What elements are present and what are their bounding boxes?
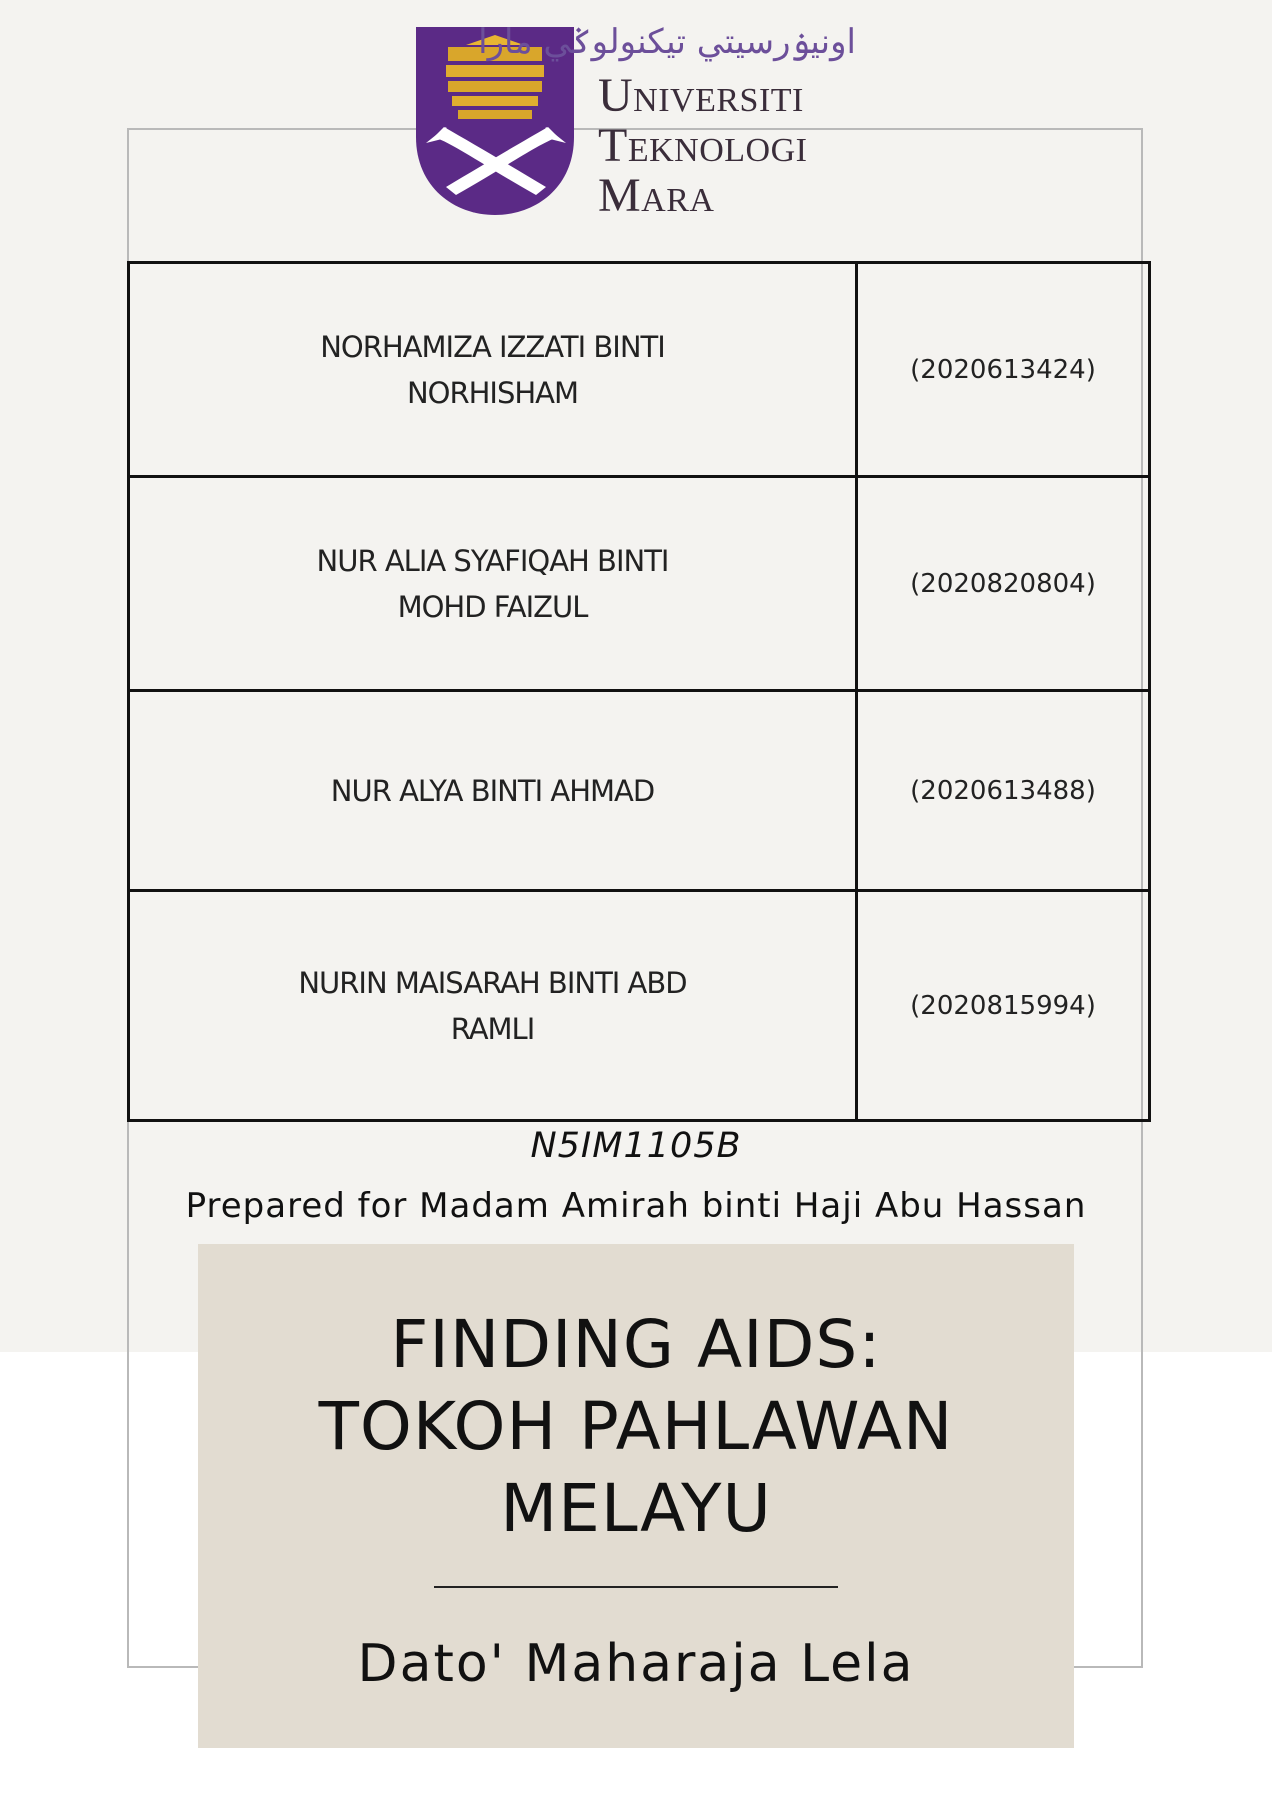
student-id: (2020820804) — [857, 477, 1150, 691]
member-name: NURIN MAISARAH BINTI ABD RAMLI — [129, 891, 857, 1121]
university-name-line: Mara — [598, 169, 715, 222]
student-id: (2020815994) — [857, 891, 1150, 1121]
group-code: N5IM1105B — [530, 1126, 742, 1166]
table-row — [129, 891, 1150, 1121]
university-name — [598, 71, 868, 221]
table-row — [129, 691, 1150, 891]
jawi-name: اونيۏرسيتي تيكنولوݢي مارا — [478, 22, 856, 62]
table-row — [129, 477, 1150, 691]
university-name-line: Teknologi — [598, 119, 808, 172]
university-logo — [416, 22, 856, 222]
document-subtitle: Dato' Maharaja Lela — [357, 1634, 915, 1694]
members-table — [127, 261, 1151, 1122]
title-line: TOKOH PAHLAWAN — [318, 1388, 954, 1465]
student-id: (2020613424) — [857, 263, 1150, 477]
member-name: NUR ALYA BINTI AHMAD — [129, 691, 857, 891]
member-name: NUR ALIA SYAFIQAH BINTI MOHD FAIZUL — [129, 477, 857, 691]
university-name-line: Universiti — [598, 69, 804, 122]
member-name: NORHAMIZA IZZATI BINTI NORHISHAM — [129, 263, 857, 477]
title-line: FINDING AIDS: — [390, 1306, 882, 1383]
prepared-for: Prepared for Madam Amirah binti Haji Abu Hassan — [185, 1186, 1087, 1226]
divider — [434, 1586, 838, 1588]
table-row — [129, 263, 1150, 477]
document-title — [198, 1304, 1074, 1550]
student-id: (2020613488) — [857, 691, 1150, 891]
title-card — [198, 1244, 1074, 1748]
title-line: MELAYU — [500, 1470, 772, 1547]
